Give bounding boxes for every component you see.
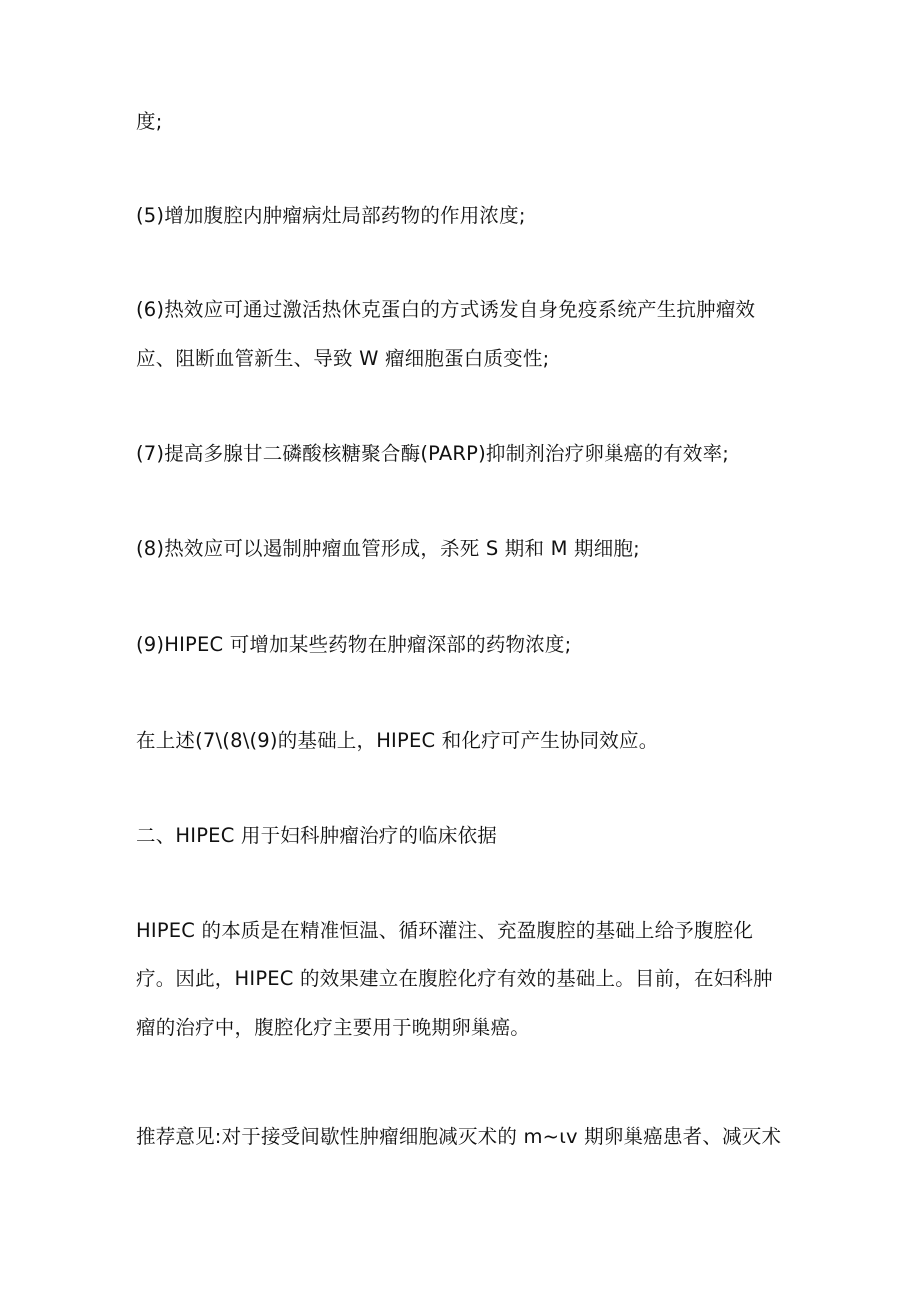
recommendation-line: 推荐意见:对于接受间歇性肿瘤细胞减灭术的 m~ιv 期卵巢癌患者、减灭术 bbox=[136, 1125, 782, 1148]
section-heading: 二、HIPEC 用于妇科肿瘤治疗的临床依据 bbox=[136, 824, 498, 847]
paragraph-line: 瘤的治疗中，腹腔化疗主要用于晚期卵巢癌。 bbox=[136, 1016, 531, 1039]
paragraph-line: 疗。因此，HIPEC 的效果建立在腹腔化疗有效的基础上。目前，在妇科肿 bbox=[136, 967, 773, 990]
list-item-5: (5)增加腹腔内肿瘤病灶局部药物的作用浓度; bbox=[136, 204, 526, 227]
summary-paragraph: 在上述(7\(8\(9)的基础上，HIPEC 和化疗可产生协同效应。 bbox=[136, 729, 659, 752]
text-line: 度; bbox=[136, 110, 163, 133]
list-item-8: (8)热效应可以遏制肿瘤血管形成，杀死 S 期和 M 期细胞; bbox=[136, 537, 640, 560]
list-item-7: (7)提高多腺甘二磷酸核糖聚合酶(PARP)抑制剂治疗卵巢癌的有效率; bbox=[136, 442, 730, 465]
text-line: 应、阻断血管新生、导致 W 瘤细胞蛋白质变性; bbox=[136, 347, 550, 370]
list-item-6: (6)热效应可通过激活热休克蛋白的方式诱发自身免疫系统产生抗肿瘤效 bbox=[136, 298, 756, 321]
list-item-9: (9)HIPEC 可增加某些药物在肿瘤深部的药物浓度; bbox=[136, 633, 572, 656]
paragraph-line: HIPEC 的本质是在精准恒温、循环灌注、充盈腹腔的基础上给予腹腔化 bbox=[136, 919, 754, 942]
